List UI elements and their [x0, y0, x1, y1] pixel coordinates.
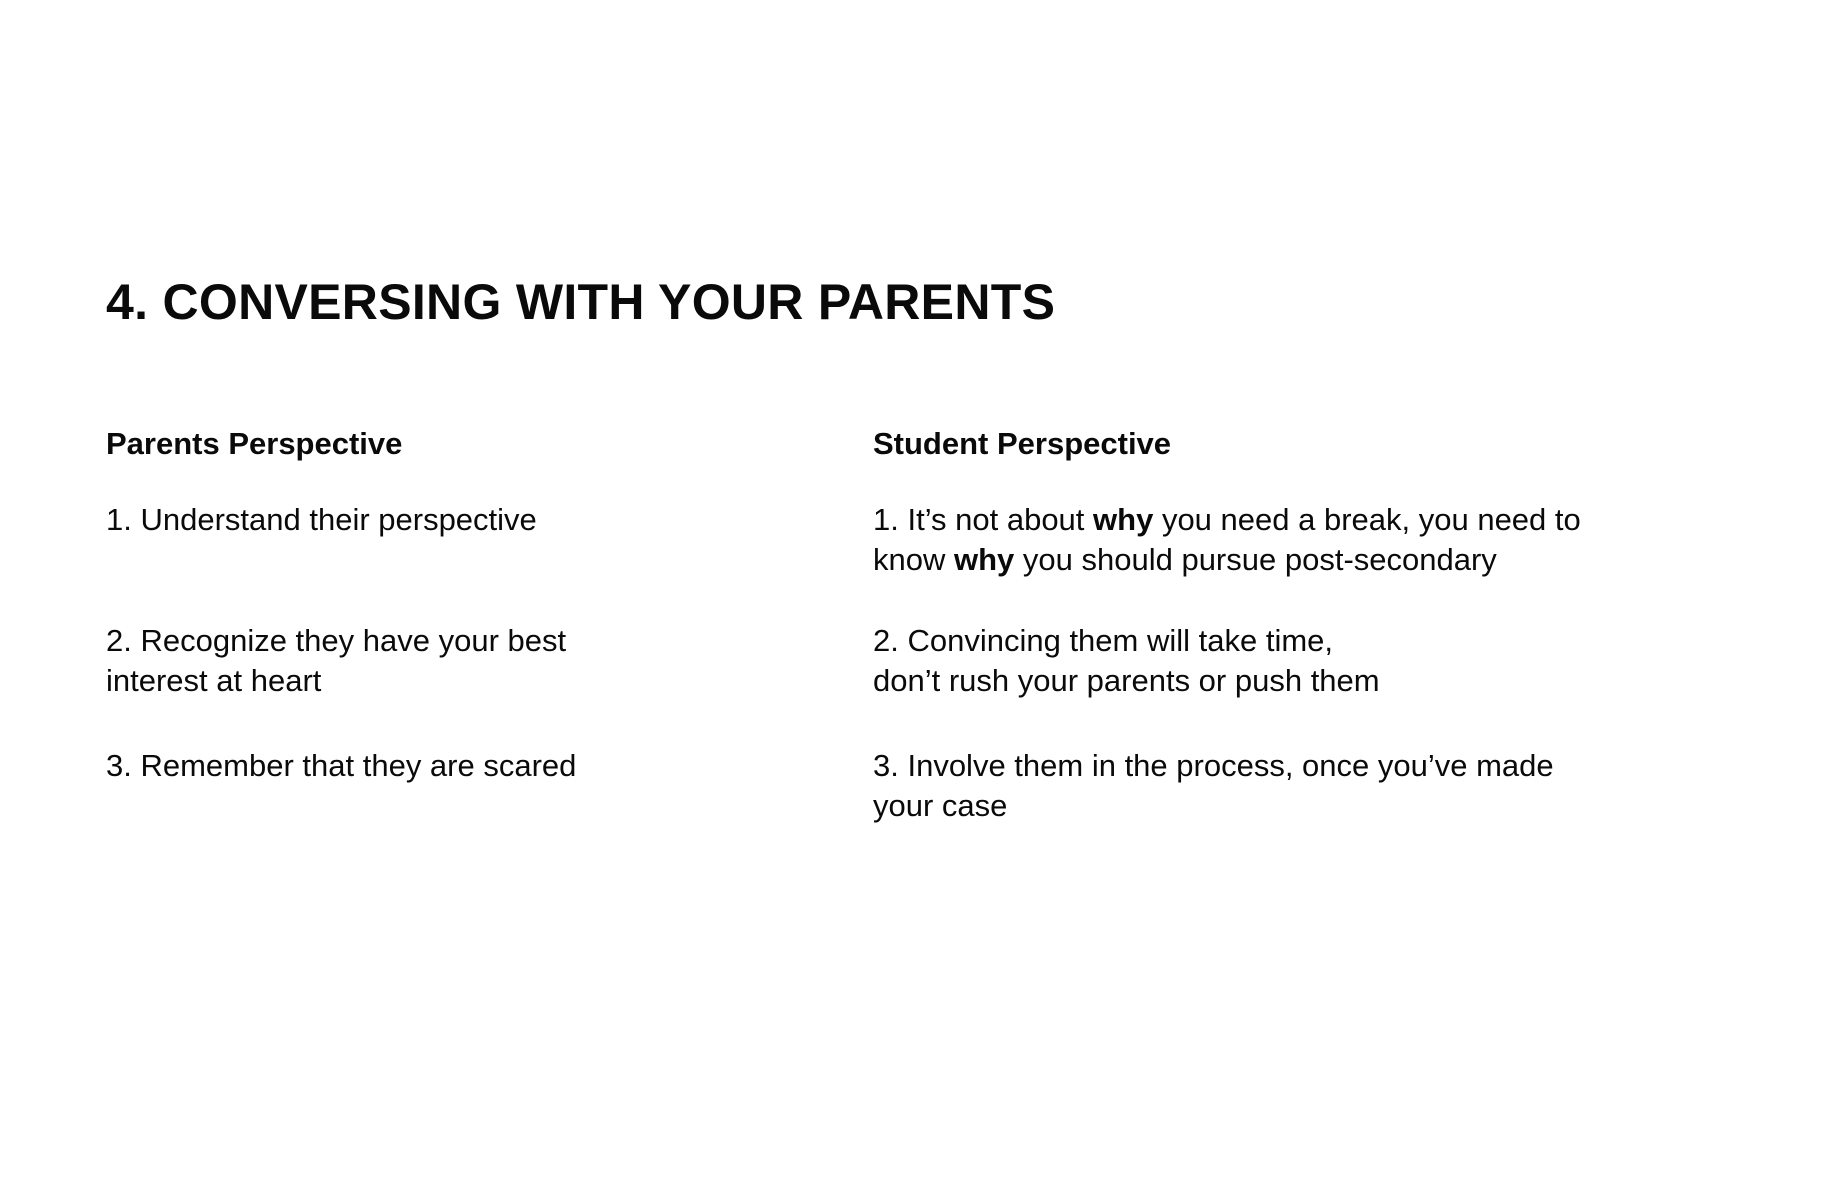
parents-item-1-line-1: 1. Understand their perspective	[106, 502, 537, 537]
parents-item-3-line-1: 3. Remember that they are scared	[106, 748, 577, 783]
student-item-1-line-2	[873, 540, 1581, 580]
parents-item-3	[106, 746, 576, 786]
parents-perspective-column	[106, 424, 806, 783]
parents-item-2-line-2: interest at heart	[106, 663, 322, 698]
parents-item-2-line-1: 2. Recognize they have your best	[106, 623, 567, 658]
student-item-1-line-1-text-a: 1. It’s not about	[873, 502, 1094, 537]
student-item-3-line-1: 3. Involve them in the process, once you’ve made	[873, 748, 1554, 783]
student-item-3-line-2: your case	[873, 788, 1008, 823]
student-item-1-line-1-text-c: you need a break, you need to	[1153, 502, 1581, 537]
parents-item-1	[106, 500, 537, 540]
student-item-1-line-1	[873, 500, 1581, 540]
student-item-3	[873, 746, 1554, 826]
student-item-1-emphasis-why: why	[1093, 502, 1154, 537]
student-item-1-line-2-text-a: know	[873, 542, 954, 577]
student-item-1-emphasis-why-2: why	[953, 542, 1015, 577]
student-item-2	[873, 621, 1380, 701]
student-item-1-line-2-text-c: you should pursue post-secondary	[1014, 542, 1497, 577]
page-title: 4. CONVERSING WITH YOUR PARENTS	[106, 274, 1056, 330]
student-item-1	[873, 500, 1581, 580]
parents-perspective-heading: Parents Perspective	[106, 426, 403, 461]
student-item-2-line-1: 2. Convincing them will take time,	[873, 623, 1334, 658]
student-perspective-column	[873, 424, 1773, 823]
student-perspective-heading: Student Perspective	[873, 426, 1172, 461]
parents-item-2	[106, 621, 566, 701]
student-item-2-line-2: don’t rush your parents or push them	[873, 663, 1380, 698]
